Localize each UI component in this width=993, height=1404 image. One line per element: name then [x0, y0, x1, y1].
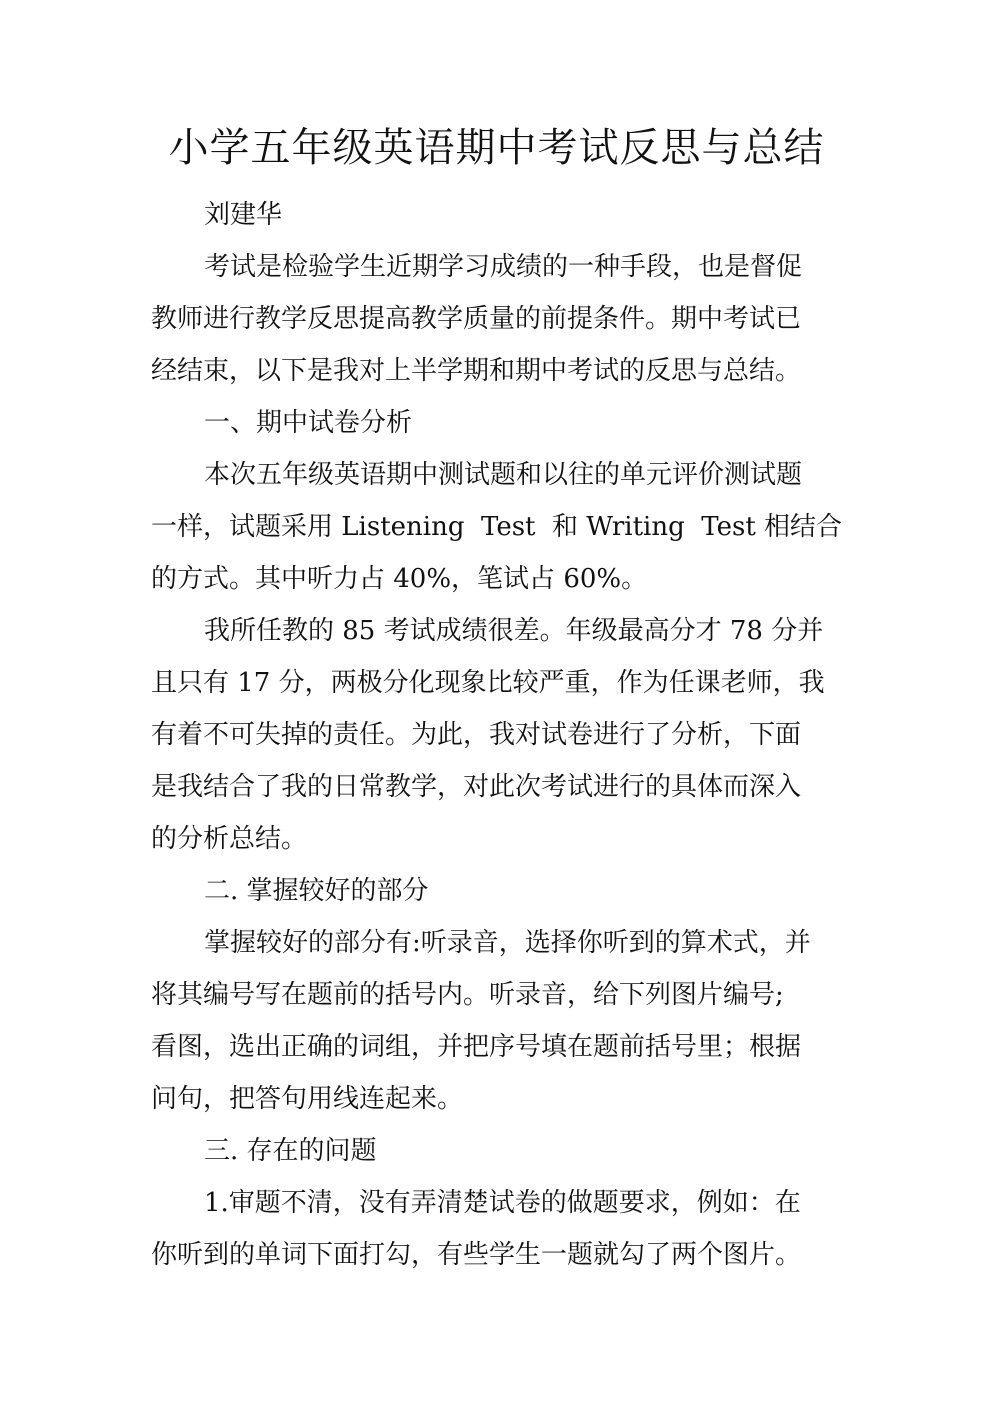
paragraph-line: 的方式。其中听力占 40%，笔试占 60%。	[151, 564, 648, 594]
paragraph-line: 是我结合了我的日常教学，对此次考试进行的具体而深入	[151, 772, 802, 802]
paragraph-line: 考试是检验学生近期学习成绩的一种手段，也是督促	[204, 252, 803, 282]
document-title: 小学五年级英语期中考试反思与总结	[168, 125, 825, 171]
paragraph-line: 你听到的单词下面打勾，有些学生一题就勾了两个图片。	[151, 1240, 802, 1270]
paragraph-line: 我所任教的 85 考试成绩很差。年级最高分才 78 分并	[204, 616, 824, 646]
section-heading: 三. 存在的问题	[204, 1136, 377, 1166]
paragraph-line: 有着不可失掉的责任。为此，我对试卷进行了分析，下面	[151, 720, 802, 750]
paragraph-line: 的分析总结。	[151, 824, 308, 854]
section-heading: 一、期中试卷分析	[204, 408, 413, 438]
paragraph-line: 且只有 17 分，两极分化现象比较严重，作为任课老师，我	[151, 668, 825, 698]
paragraph-line: 将其编号写在题前的括号内。听录音，给下列图片编号;	[151, 980, 784, 1010]
paragraph-line: 经结束，以下是我对上半学期和期中考试的反思与总结。	[151, 356, 802, 386]
paragraph-line: 问句，把答句用线连起来。	[151, 1084, 464, 1114]
paragraph-line: 本次五年级英语期中测试题和以往的单元评价测试题	[204, 460, 803, 490]
paragraph-line: 1.审题不清，没有弄清楚试卷的做题要求，例如：在	[204, 1188, 801, 1218]
section-heading: 二. 掌握较好的部分	[204, 876, 429, 906]
paragraph-line: 一样，试题采用 Listening Test 和 Writing Test 相结合	[151, 512, 843, 542]
paragraph-line: 教师进行教学反思提高教学质量的前提条件。期中考试已	[151, 304, 802, 334]
paragraph-line: 看图，选出正确的词组，并把序号填在题前括号里；根据	[151, 1032, 802, 1062]
paragraph-line: 掌握较好的部分有:听录音，选择你听到的算术式，并	[204, 928, 811, 958]
author-name: 刘建华	[204, 200, 283, 230]
